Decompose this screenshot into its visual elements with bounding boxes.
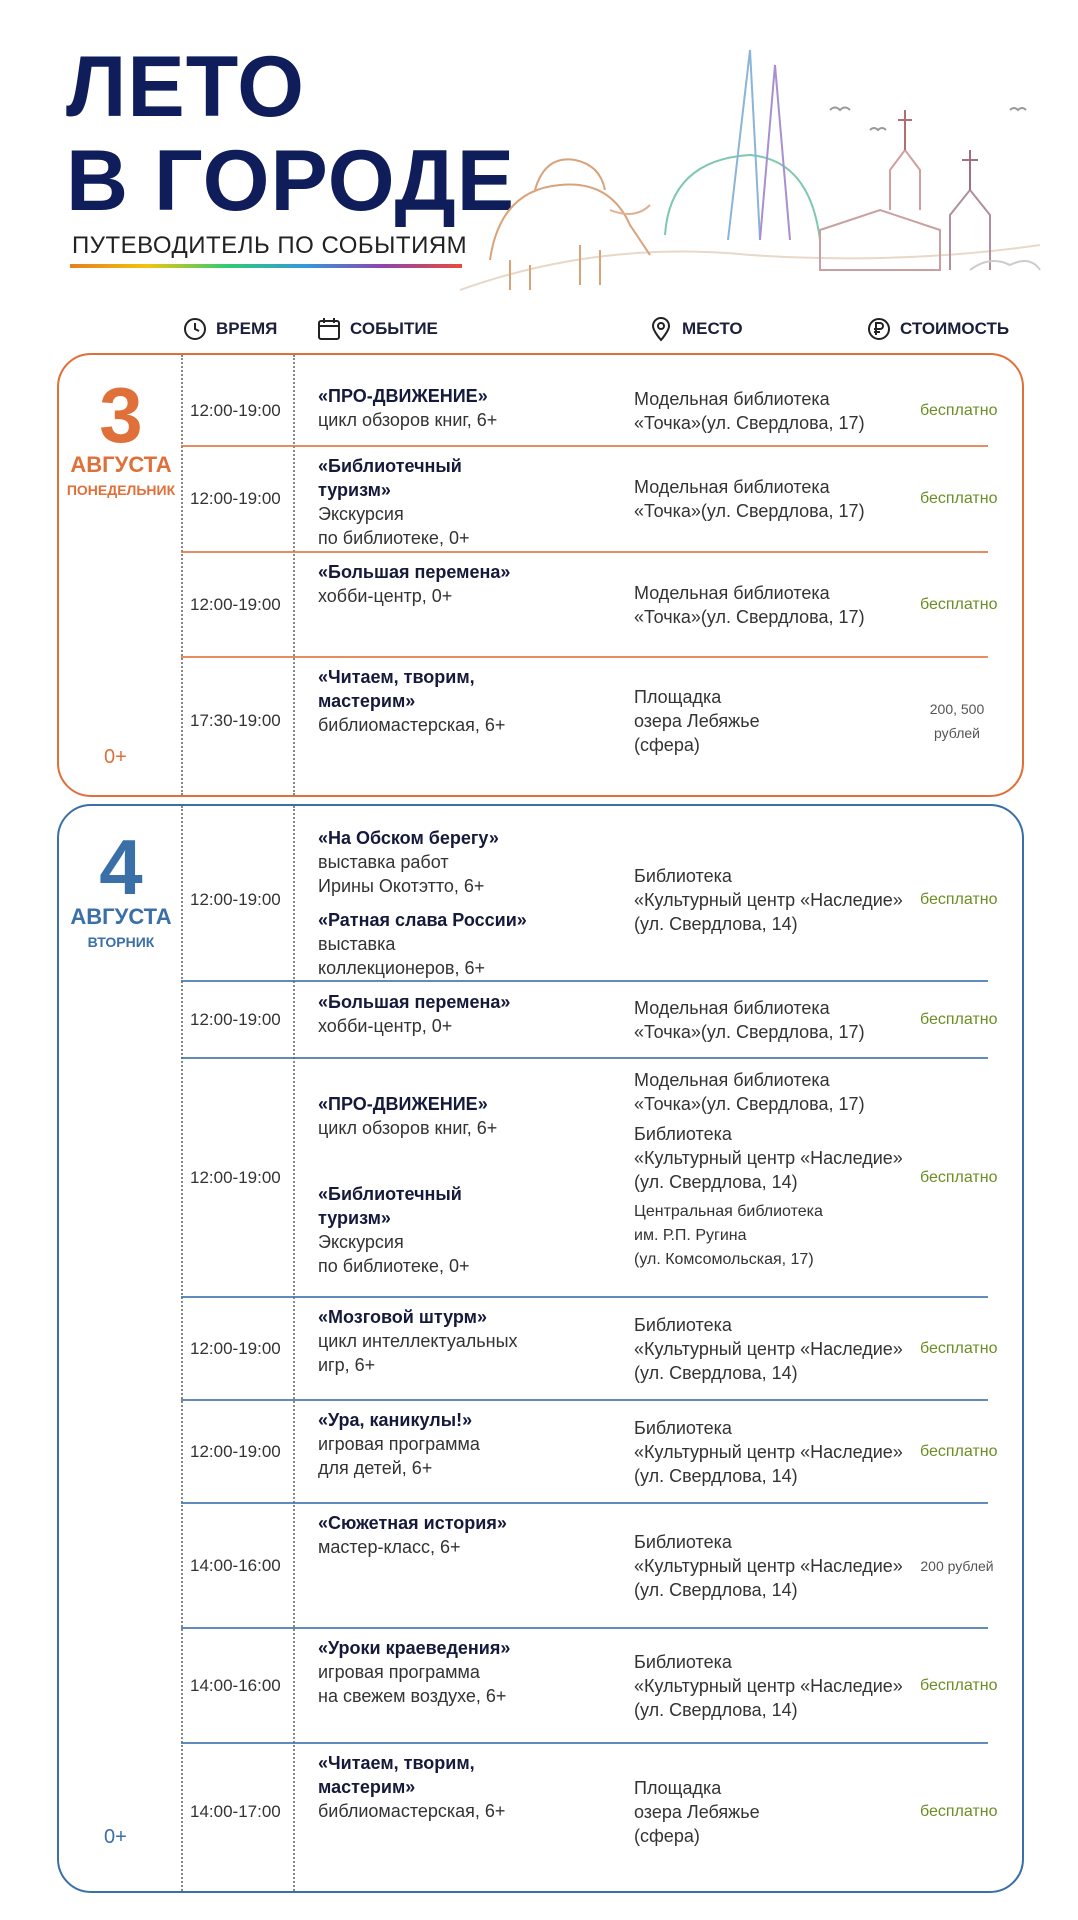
- day-month: АВГУСТА: [70, 904, 172, 929]
- row-separator: [181, 551, 988, 553]
- event-title: «Библиотечный туризм»: [318, 1184, 462, 1228]
- event-title: «Большая перемена»: [318, 992, 511, 1012]
- event-time: 14:00-16:00: [190, 1675, 281, 1695]
- event-title: «Читаем, творим, мастерим»: [318, 667, 475, 711]
- column-divider: [181, 806, 183, 1891]
- event-time: 12:00-19:00: [190, 594, 281, 614]
- event-title: «Большая перемена»: [318, 562, 511, 582]
- column-header-event-label: СОБЫТИЕ: [350, 319, 438, 338]
- column-divider: [293, 355, 295, 795]
- event-info: [318, 1092, 548, 1278]
- event-price: бесплатно: [920, 891, 998, 908]
- event-place: Библиотека «Культурный центр «Наследие» (ул. Свердлова, 14): [634, 1417, 903, 1486]
- event-time: 14:00-17:00: [190, 1802, 281, 1821]
- event-title: «Ратная слава России»: [318, 910, 527, 930]
- event-description: библиомастерская, 6+: [318, 1801, 506, 1821]
- event-info: [318, 826, 548, 980]
- event-time: 12:00-19:00: [190, 1167, 281, 1187]
- row-separator: [181, 1399, 988, 1401]
- event-place: Модельная библиотека «Точка»(ул. Свердлова, 17) Библиотека «Культурный центр «Наследие» (ул. Свердлова, 14) Центральная библиотека им. Р.П. Ругина (ул. Комсомольская, 17): [634, 1068, 934, 1272]
- event-place: Библиотека «Культурный центр «Наследие» (ул. Свердлова, 14): [634, 1651, 903, 1720]
- event-info: [318, 1636, 548, 1708]
- row-separator: [181, 445, 988, 447]
- title-line-2: В ГОРОДЕ: [66, 133, 516, 229]
- row-separator: [181, 1057, 988, 1059]
- event-description: цикл обзоров книг, 6+: [318, 410, 498, 430]
- event-title: «Мозговой штурм»: [318, 1307, 487, 1327]
- event-description: игровая программа на свежем воздухе, 6+: [318, 1662, 507, 1706]
- event-description: цикл интеллектуальных игр, 6+: [318, 1331, 518, 1375]
- page-title: [66, 40, 515, 228]
- event-time: 14:00-16:00: [190, 1555, 281, 1575]
- event-time: 12:00-19:00: [190, 1441, 281, 1461]
- event-place: Площадка озера Лебяжье (сфера): [634, 1778, 760, 1846]
- event-info: [318, 384, 548, 432]
- event-description: цикл обзоров книг, 6+: [318, 1118, 498, 1138]
- event-place: Библиотека «Культурный центр «Наследие» (ул. Свердлова, 14): [634, 1531, 903, 1600]
- column-divider: [181, 355, 183, 795]
- event-time: 12:00-19:00: [190, 1338, 281, 1358]
- column-header-cost-label: СТОИМОСТЬ: [900, 319, 1010, 338]
- event-title: «Сюжетная история»: [318, 1513, 507, 1533]
- day-number: 4: [99, 823, 143, 911]
- column-header-time: [182, 313, 277, 345]
- event-place: Модельная библиотека «Точка»(ул. Свердлова, 17): [634, 477, 865, 521]
- row-separator: [181, 980, 988, 982]
- event-description: хобби-центр, 0+: [318, 1016, 453, 1036]
- event-title: «ПРО-ДВИЖЕНИЕ»: [318, 1094, 488, 1114]
- event-description: игровая программа для детей, 6+: [318, 1434, 480, 1478]
- event-price: бесплатно: [920, 402, 998, 419]
- event-place: Библиотека «Культурный центр «Наследие» (ул. Свердлова, 14): [634, 1124, 903, 1192]
- event-price: бесплатно: [920, 490, 998, 507]
- event-time: 12:00-19:00: [190, 489, 281, 508]
- event-info: [318, 1751, 548, 1823]
- day-weekday: ВТОРНИК: [87, 934, 155, 950]
- day-number: 3: [99, 371, 143, 459]
- page-subtitle: ПУТЕВОДИТЕЛЬ ПО СОБЫТИЯМ: [72, 232, 468, 259]
- event-title: «Читаем, творим, мастерим»: [318, 1753, 475, 1797]
- row-separator: [181, 1627, 988, 1629]
- row-separator: [181, 1296, 988, 1298]
- event-price: бесплатно: [920, 1442, 998, 1460]
- ruble-icon: [866, 316, 892, 342]
- event-place: Модельная библиотека «Точка»(ул. Свердлова, 17): [634, 998, 865, 1042]
- event-time: 17:30-19:00: [190, 711, 281, 730]
- event-info: [318, 1305, 548, 1377]
- row-separator: [181, 1742, 988, 1744]
- event-time: 12:00-19:00: [190, 401, 281, 420]
- column-header-place-label: МЕСТО: [682, 319, 743, 338]
- event-description: выставка коллекционеров, 6+: [318, 934, 486, 978]
- event-description: Экскурсия по библиотеке, 0+: [318, 1232, 470, 1276]
- event-place: Модельная библиотека «Точка»(ул. Свердлова, 17): [634, 582, 865, 627]
- event-place: Модельная библиотека «Точка»(ул. Свердлова, 17): [634, 389, 865, 433]
- event-time: 12:00-19:00: [190, 1010, 281, 1029]
- event-price: бесплатно: [920, 1011, 998, 1028]
- event-title: «Библиотечный туризм»: [318, 456, 462, 500]
- column-header-event: [316, 313, 438, 345]
- event-price: бесплатно: [920, 1803, 998, 1820]
- event-place: Центральная библиотека им. Р.П. Ругина (ул. Комсомольская, 17): [634, 1203, 823, 1268]
- event-price: бесплатно: [920, 1676, 998, 1694]
- event-info: [318, 1408, 548, 1480]
- column-divider: [293, 806, 295, 1891]
- clock-icon: [182, 316, 208, 342]
- event-description: хобби-центр, 0+: [318, 586, 453, 606]
- event-info: [318, 454, 548, 550]
- event-description: мастер-класс, 6+: [318, 1537, 461, 1557]
- row-separator: [181, 1502, 988, 1504]
- event-price: бесплатно: [920, 1168, 998, 1186]
- city-illustration: [450, 40, 1050, 310]
- event-info: [318, 665, 548, 737]
- column-header-place: [648, 313, 743, 345]
- event-info: [318, 1511, 548, 1559]
- column-header-time-label: ВРЕМЯ: [216, 319, 278, 338]
- age-rating: 0+: [104, 746, 127, 768]
- calendar-icon: [316, 316, 342, 342]
- location-pin-icon: [648, 316, 674, 342]
- event-price: бесплатно: [920, 595, 998, 613]
- event-description: выставка работ Ирины Окотэтто, 6+: [318, 852, 485, 896]
- event-time: 12:00-19:00: [190, 890, 281, 909]
- event-title: «На Обском берегу»: [318, 828, 499, 848]
- event-title: «Ура, каникулы!»: [318, 1410, 473, 1430]
- event-price: 200, 500 рублей: [929, 701, 985, 741]
- event-place: Библиотека «Культурный центр «Наследие» (ул. Свердлова, 14): [634, 1314, 903, 1383]
- event-title: «Уроки краеведения»: [318, 1638, 511, 1658]
- event-info: [318, 560, 548, 608]
- day-month: АВГУСТА: [70, 452, 172, 477]
- age-rating: 0+: [104, 1826, 127, 1848]
- event-place: Площадка озера Лебяжье (сфера): [634, 687, 760, 755]
- column-header-cost: [866, 313, 1009, 345]
- event-title: «ПРО-ДВИЖЕНИЕ»: [318, 386, 488, 406]
- event-description: Экскурсия по библиотеке, 0+: [318, 504, 470, 548]
- rainbow-underline: [70, 264, 462, 268]
- event-description: библиомастерская, 6+: [318, 715, 506, 735]
- event-info: [318, 990, 548, 1038]
- day-weekday: ПОНЕДЕЛЬНИК: [66, 482, 176, 498]
- event-price: бесплатно: [920, 1339, 998, 1357]
- event-place: Библиотека «Культурный центр «Наследие» (ул. Свердлова, 14): [634, 866, 903, 934]
- row-separator: [181, 656, 988, 658]
- title-line-1: ЛЕТО: [66, 39, 305, 135]
- event-price: 200 рублей: [920, 1557, 994, 1574]
